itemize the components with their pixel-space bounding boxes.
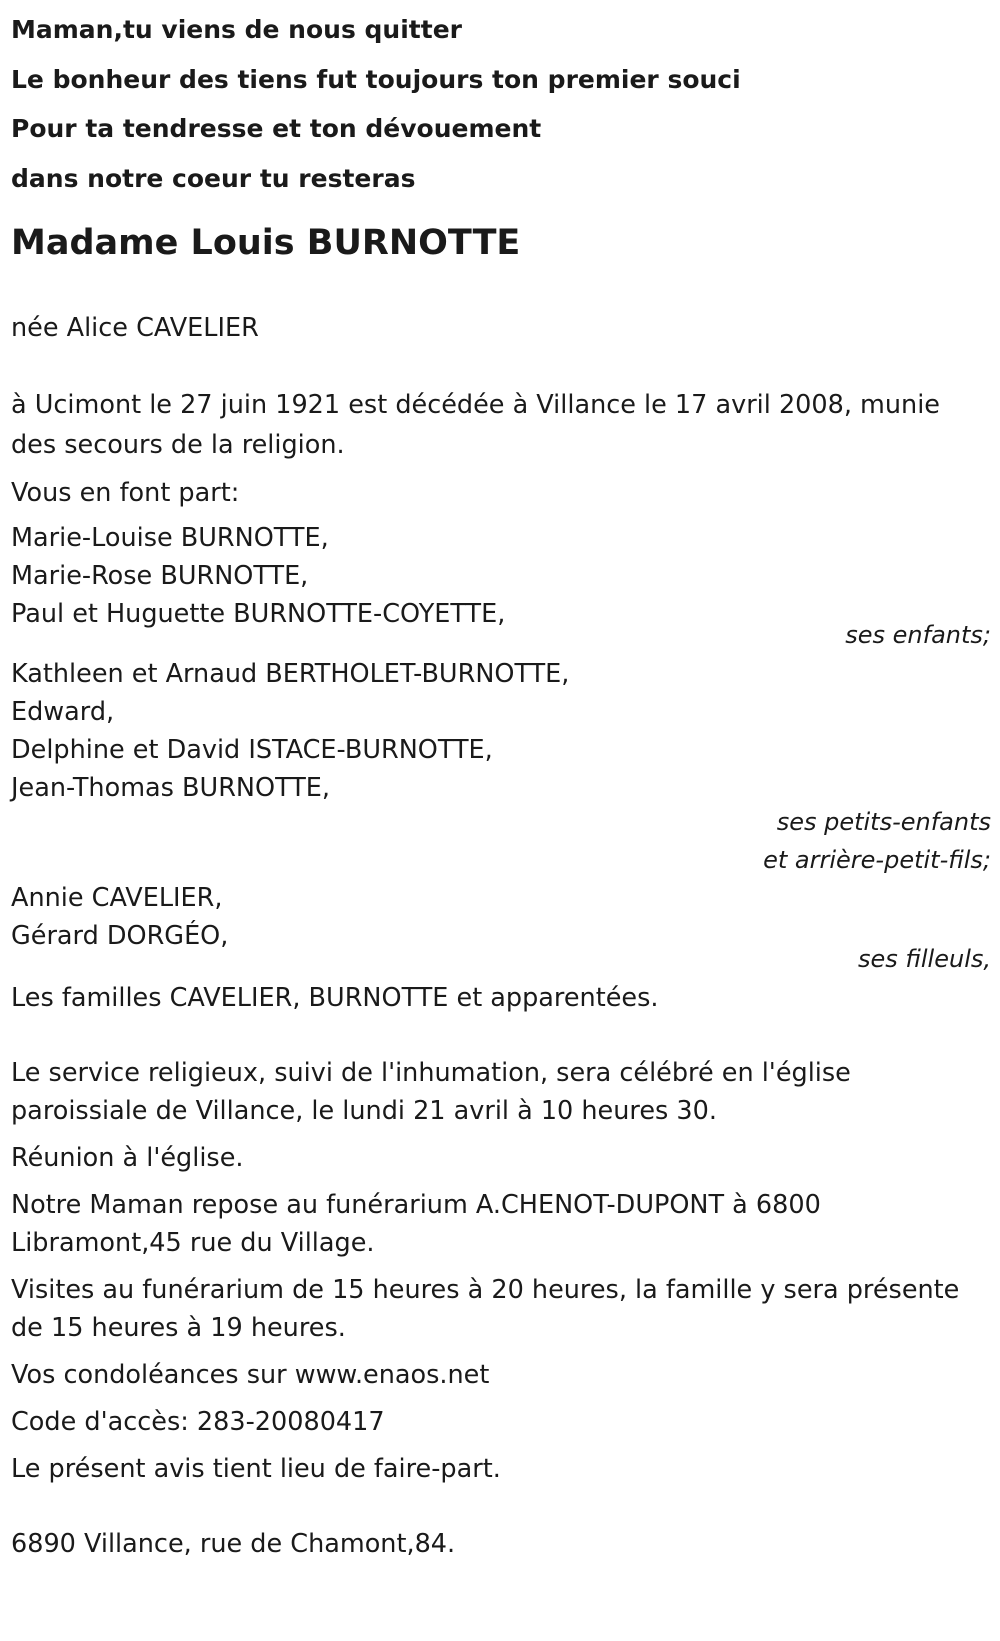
reunion-line: Réunion à l'église. <box>11 1143 244 1173</box>
service-line: paroissiale de Villance, le lundi 21 avril à 10 heures 30. <box>11 1096 717 1126</box>
poem-line: dans notre coeur tu resteras <box>11 163 416 193</box>
list-item: Marie-Rose BURNOTTE, <box>11 561 309 591</box>
role-grandchildren: et arrière-petit-fils; <box>763 846 991 874</box>
list-item: Gérard DORGÉO, <box>11 921 229 951</box>
maiden-name: née Alice CAVELIER <box>11 313 259 343</box>
announcement: Vous en font part: <box>11 478 240 508</box>
list-item: Marie-Louise BURNOTTE, <box>11 523 329 553</box>
service-line: Le service religieux, suivi de l'inhumation, sera célébré en l'église <box>11 1058 851 1088</box>
condolences-line: Vos condoléances sur www.enaos.net <box>11 1360 490 1390</box>
list-item: Jean-Thomas BURNOTTE, <box>11 773 330 803</box>
grandchildren-list <box>11 655 991 807</box>
visits-line: Visites au funérarium de 15 heures à 20 heures, la famille y sera présente <box>11 1275 960 1305</box>
access-code: Code d'accès: 283-20080417 <box>11 1407 385 1437</box>
poem-line: Maman,tu viens de nous quitter <box>11 15 462 44</box>
obituary-notice <box>11 0 991 1563</box>
poem-line: Le bonheur des tiens fut toujours ton premier souci <box>11 64 741 94</box>
birth-death-line: à Ucimont le 27 juin 1921 est décédée à Villance le 17 avril 2008, munie <box>11 390 940 420</box>
list-item: Annie CAVELIER, <box>11 883 223 913</box>
funerarium-line: Notre Maman repose au funérarium A.CHENOT-DUPONT à 6800 <box>11 1190 821 1220</box>
address: 6890 Villance, rue de Chamont,84. <box>11 1529 456 1559</box>
list-item: Paul et Huguette BURNOTTE-COYETTE, <box>11 599 506 629</box>
birth-death-line: des secours de la religion. <box>11 430 345 460</box>
role-godchildren: ses filleuls, <box>857 945 991 973</box>
poem-line: Pour ta tendresse et ton dévouement <box>11 114 542 143</box>
notice-line: Le présent avis tient lieu de faire-part. <box>11 1454 501 1484</box>
list-item: Edward, <box>11 697 115 727</box>
families-line: Les familles CAVELIER, BURNOTTE et apparentées. <box>11 983 659 1013</box>
funerarium-line: Libramont,45 rue du Village. <box>11 1228 375 1258</box>
poem <box>11 5 991 203</box>
role-grandchildren: ses petits-enfants <box>776 808 991 836</box>
role-children: ses enfants; <box>845 621 991 649</box>
deceased-name: Madame Louis BURNOTTE <box>11 223 521 263</box>
visits-line: de 15 heures à 19 heures. <box>11 1313 346 1343</box>
list-item: Delphine et David ISTACE-BURNOTTE, <box>11 735 493 765</box>
list-item: Kathleen et Arnaud BERTHOLET-BURNOTTE, <box>11 659 570 689</box>
